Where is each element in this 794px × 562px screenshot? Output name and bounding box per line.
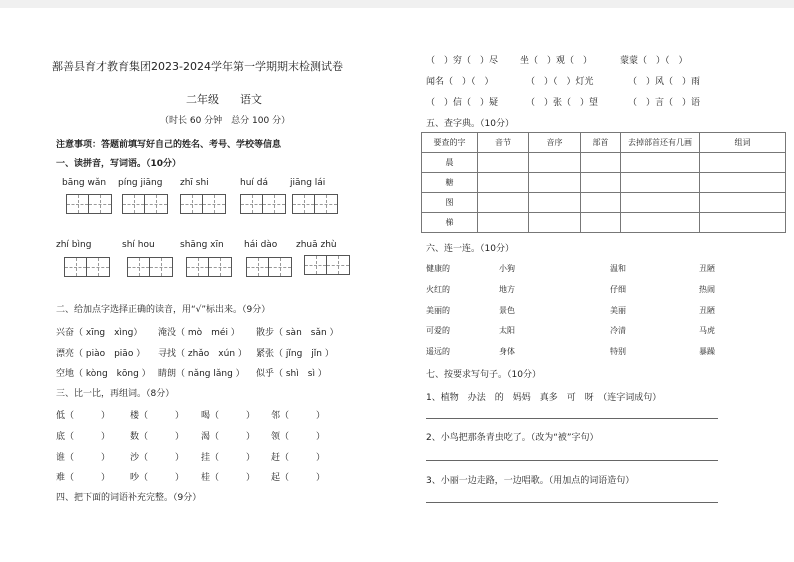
lookup-char: 晨 [422, 153, 478, 173]
compare-item[interactable]: 赶（ ） [271, 453, 326, 463]
idiom-item[interactable]: （ ）穷（ ）尽 [426, 56, 499, 66]
dictionary-table [421, 132, 786, 233]
compare-item[interactable]: 挂（ ） [201, 453, 256, 463]
idiom-item[interactable]: 蒙蒙（ ）（ ） [620, 56, 688, 66]
compare-item[interactable]: 谁（ ） [56, 453, 111, 463]
exam-title: 鄯善县育才教育集团2023-2024学年第一学期期末检测试卷 [52, 60, 343, 73]
compare-item[interactable]: 底（ ） [56, 432, 111, 442]
table-header: 组词 [700, 133, 786, 153]
idiom-item[interactable]: （ ）风（ ）雨 [628, 77, 701, 87]
table-header: 音节 [478, 133, 529, 153]
section-7-title: 七、按要求写句子。（10分） [426, 370, 541, 380]
writing-grid-1[interactable] [66, 194, 112, 214]
compare-item[interactable]: 起（ ） [271, 473, 326, 483]
table-header: 音序 [529, 133, 581, 153]
pinyin-5: jiāng lái [290, 178, 326, 188]
match-word[interactable]: 火红的 [426, 285, 450, 294]
sentence-q3: 3、小丽一边走路，一边唱歌。（用加点的词语造句） [426, 476, 635, 486]
idiom-item[interactable]: （ ）言（ ）语 [628, 98, 701, 108]
idiom-item[interactable]: 闻名（ ）（ ） [426, 77, 494, 87]
pron-item[interactable]: 漂亮（ piào piāo ） [56, 349, 146, 359]
compare-item[interactable]: 渴（ ） [201, 432, 256, 442]
match-word[interactable]: 马虎 [699, 326, 715, 335]
match-word[interactable]: 仔细 [610, 285, 626, 294]
idiom-item[interactable]: 坐（ ）观（ ） [520, 56, 593, 66]
pron-item[interactable]: 睛朗（ nǎng lǎng ） [158, 369, 245, 379]
pinyin-2: píng jiāng [118, 178, 163, 188]
pinyin-4: huí dá [240, 178, 268, 188]
match-word[interactable]: 温和 [610, 264, 626, 273]
compare-item[interactable]: 难（ ） [56, 473, 111, 483]
table-header: 去掉部首还有几画 [621, 133, 700, 153]
compare-item[interactable]: 楼（ ） [130, 411, 185, 421]
pron-item[interactable]: 淹没（ mò méi ） [158, 328, 240, 338]
writing-grid-10[interactable] [304, 255, 350, 275]
writing-grid-7[interactable] [127, 257, 173, 277]
compare-item[interactable]: 桂（ ） [201, 473, 256, 483]
match-word[interactable]: 可爱的 [426, 326, 450, 335]
match-word[interactable]: 小狗 [499, 264, 515, 273]
section-6-title: 六、连一连。（10分） [426, 244, 514, 254]
pron-item[interactable]: 紧张（ jǐng jǐn ） [256, 349, 334, 359]
pinyin-10: zhuā zhù [296, 240, 337, 250]
compare-item[interactable]: 吵（ ） [130, 473, 185, 483]
table-header-row [422, 133, 786, 153]
section-1-title: 一、读拼音，写词语。（10分） [56, 159, 182, 169]
pinyin-6: zhí bìng [56, 240, 92, 250]
pron-item[interactable]: 寻找（ zhǎo xún ） [158, 349, 247, 359]
match-word[interactable]: 丑陋 [699, 264, 715, 273]
match-word[interactable]: 地方 [499, 285, 515, 294]
table-row [422, 193, 786, 213]
sentence-q1: 1、植物 办法 的 妈妈 真多 可 呀 （连字词成句） [426, 393, 662, 403]
notice: 注意事项：答题前填写好自己的姓名、考号、学校等信息 [56, 140, 282, 150]
top-bar [0, 0, 794, 8]
table-row [422, 213, 786, 233]
pron-item[interactable]: 似乎（ shì sì ） [256, 369, 327, 379]
compare-item[interactable]: 数（ ） [130, 432, 185, 442]
answer-line-1[interactable] [426, 418, 718, 419]
subject-label: 语文 [240, 93, 262, 106]
section-3-title: 三、比一比，再组词。（8分） [56, 389, 175, 399]
section-2-title: 二、给加点字选择正确的读音，用“√”标出来。（9分） [56, 305, 271, 315]
sentence-q2: 2、小鸟把那条青虫吃了。（改为“被”字句） [426, 433, 599, 443]
match-word[interactable]: 暴躁 [699, 347, 715, 356]
compare-item[interactable]: 低（ ） [56, 411, 111, 421]
match-word[interactable]: 冷清 [610, 326, 626, 335]
match-word[interactable]: 特别 [610, 347, 626, 356]
compare-item[interactable]: 喝（ ） [201, 411, 256, 421]
pinyin-8: shāng xīn [180, 240, 224, 250]
table-header: 部首 [581, 133, 621, 153]
pinyin-9: hái dào [244, 240, 278, 250]
writing-grid-2[interactable] [122, 194, 168, 214]
writing-grid-3[interactable] [180, 194, 226, 214]
time-info: （时长 60 分钟 总分 100 分） [160, 116, 291, 126]
idiom-item[interactable]: （ ）（ ）灯光 [526, 77, 594, 87]
writing-grid-5[interactable] [292, 194, 338, 214]
lookup-char: 图 [422, 193, 478, 213]
table-row [422, 173, 786, 193]
table-row [422, 153, 786, 173]
idiom-item[interactable]: （ ）张（ ）望 [526, 98, 599, 108]
answer-line-3[interactable] [426, 502, 718, 503]
writing-grid-8[interactable] [186, 257, 232, 277]
lookup-char: 梯 [422, 213, 478, 233]
writing-grid-9[interactable] [246, 257, 292, 277]
grade-label: 二年级 [186, 93, 219, 106]
match-word[interactable]: 遥远的 [426, 347, 450, 356]
writing-grid-6[interactable] [64, 257, 110, 277]
match-word[interactable]: 丑陋 [699, 306, 715, 315]
section-4-title: 四、把下面的词语补充完整。（9分） [56, 493, 202, 503]
pron-item[interactable]: 兴奋（ xīng xìng） [56, 328, 143, 338]
match-word[interactable]: 身体 [499, 347, 515, 356]
table-header: 要查的字 [422, 133, 478, 153]
compare-item[interactable]: 领（ ） [271, 432, 326, 442]
match-word[interactable]: 健康的 [426, 264, 450, 273]
pinyin-7: shí hou [122, 240, 155, 250]
match-word[interactable]: 景色 [499, 306, 515, 315]
match-word[interactable]: 太阳 [499, 326, 515, 335]
pinyin-1: bāng wǎn [62, 178, 107, 188]
match-word[interactable]: 美丽的 [426, 306, 450, 315]
writing-grid-4[interactable] [240, 194, 286, 214]
lookup-char: 糖 [422, 173, 478, 193]
match-word[interactable]: 美丽 [610, 306, 626, 315]
answer-line-2[interactable] [426, 460, 718, 461]
idiom-item[interactable]: （ ）信（ ）疑 [426, 98, 499, 108]
pinyin-3: zhī shi [180, 178, 209, 188]
section-5-title: 五、查字典。（10分） [426, 119, 514, 129]
compare-item[interactable]: 沙（ ） [130, 453, 185, 463]
compare-item[interactable]: 邻（ ） [271, 411, 326, 421]
pron-item[interactable]: 空地（ kòng kōng ） [56, 369, 151, 379]
match-word[interactable]: 热闹 [699, 285, 715, 294]
pron-item[interactable]: 散步（ sàn sǎn ） [256, 328, 339, 338]
